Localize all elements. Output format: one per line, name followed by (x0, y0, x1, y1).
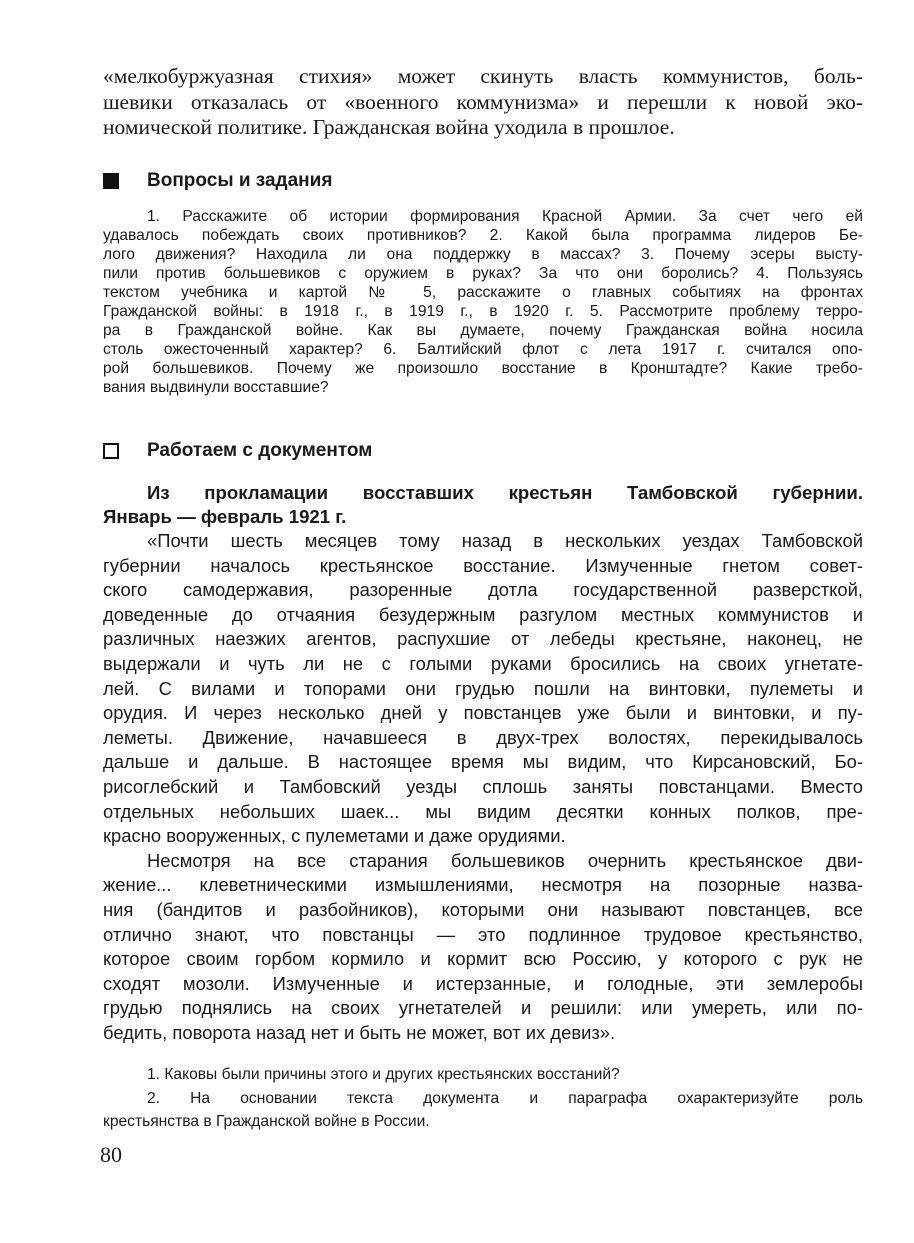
text-line: пили против большевиков с оружием в руках? За что они боролись? 4. Пользуясь (103, 265, 863, 282)
text-line: 1. Расскажите об истории формирования Красной Армии. За счет чего ей (147, 208, 863, 225)
text-line: красно вооруженных, с пулеметами и даже орудиями. (103, 825, 566, 847)
text-line: рисоглебский и Тамбовский уезды сплошь заняты повстанцами. Вместо (103, 775, 863, 797)
text-line: рой большевиков. Почему же произошло восстание в Кронштадте? Какие требо- (103, 360, 863, 377)
text-line: «Почти шесть месяцев тому назад в нескольких уездах Тамбовской (147, 530, 863, 551)
document-text (103, 529, 863, 1045)
text-line: текстом учебника и картой № 5, расскажите о главных событиях на фронтах (103, 284, 863, 301)
filled-square-icon (103, 173, 119, 189)
text-line: отдельных небольших шаек... мы видим десятки конных полков, пре- (103, 800, 863, 822)
text-line: «мелкобуржуазная стихия» может скинуть власть коммунистов, боль- (103, 64, 863, 88)
questions-heading (103, 170, 332, 192)
text-line: ния (бандитов и разбойников), которыми они называют повстанцев, все (103, 898, 863, 920)
text-line: отлично знают, что повстанцы — это подлинное трудовое крестьянство, (103, 923, 863, 945)
text-line: ра в Гражданской войне. Как вы думаете, почему Гражданская война носила (103, 322, 863, 339)
document-questions (103, 1063, 863, 1134)
questions-paragraph (103, 207, 863, 397)
empty-square-icon (103, 443, 119, 459)
text-line: 1. Каковы были причины этого и других крестьянских восстаний? (147, 1066, 620, 1083)
questions-heading-text: Вопросы и задания (147, 170, 333, 191)
text-line: шевики отказалась от «военного коммунизма» и перешли к новой эко- (103, 89, 863, 114)
text-line: грудью поднялись на своих угнетателей и решили: или умереть, или по- (103, 997, 863, 1019)
text-line: Несмотря на все старания большевиков очернить крестьянское дви- (147, 849, 863, 871)
text-line: Гражданской войны: в 1918 г., в 1919 г., в 1920 г. 5. Рассмотрите проблему терро- (103, 303, 863, 320)
document-heading (103, 440, 372, 462)
text-line: 2. На основании текста документа и параграфа охарактеризуйте роль (147, 1089, 863, 1107)
text-line: жение... клеветническими измышлениями, несмотря на позорные назва- (103, 874, 863, 896)
text-line: столь ожесточенный характер? 6. Балтийский флот с лета 1917 г. считался опо- (103, 341, 863, 358)
text-line: Январь — февраль 1921 г. (103, 506, 347, 527)
text-line: крестьянства в Гражданской войне в России. (103, 1113, 430, 1130)
text-line: ского самодержавия, разоренные дотла государственной разверсткой, (103, 579, 863, 601)
text-line: которое своим горбом кормило и кормит всю Россию, у которого с рук не (103, 948, 863, 970)
text-line: вания выдвинули восставшие? (103, 379, 329, 396)
text-line: различных наезжих агентов, распухшие от лебеды крестьяне, наконец, не (103, 628, 863, 650)
text-line: орудия. И через несколько дней у повстанцев уже были и винтовки, и пу- (103, 702, 863, 724)
text-line: Из прокламации восставших крестьян Тамбовской губернии. (147, 482, 863, 503)
page-number: 80 (100, 1142, 122, 1167)
document-title (103, 481, 863, 529)
text-line: номической политике. Гражданская война уходила в прошлое. (103, 115, 675, 139)
text-line: удавалось побеждать своих противников? 2. Какой была программа лидеров Бе- (103, 227, 863, 244)
text-line: бедить, поворота назад нет и быть не может, вот их девиз». (103, 1021, 616, 1043)
text-line: губернии началось крестьянское восстание. Измученные гнетом совет- (103, 554, 863, 576)
text-line: лей. С вилами и топорами они грудью пошли на винтовки, пулеметы и (103, 677, 863, 699)
text-line: дальше и дальше. В настоящее время мы видим, что Кирсановский, Бо- (103, 751, 863, 773)
intro-paragraph (103, 64, 863, 141)
text-line: выдержали и чуть ли не с голыми руками бросились на своих угнетате- (103, 652, 863, 674)
text-line: сходят мозоли. Измученные и истерзанные, и голодные, эти землеробы (103, 972, 863, 994)
document-heading-text: Работаем с документом (147, 440, 373, 461)
text-line: доведенные до отчаяния безудержным разгулом местных коммунистов и (103, 603, 863, 625)
text-line: лого движения? Находила ли она поддержку в массах? 3. Почему эсеры высту- (103, 246, 863, 263)
text-line: леметы. Движение, начавшееся в двух-трех волостях, перекидывалось (103, 726, 863, 748)
